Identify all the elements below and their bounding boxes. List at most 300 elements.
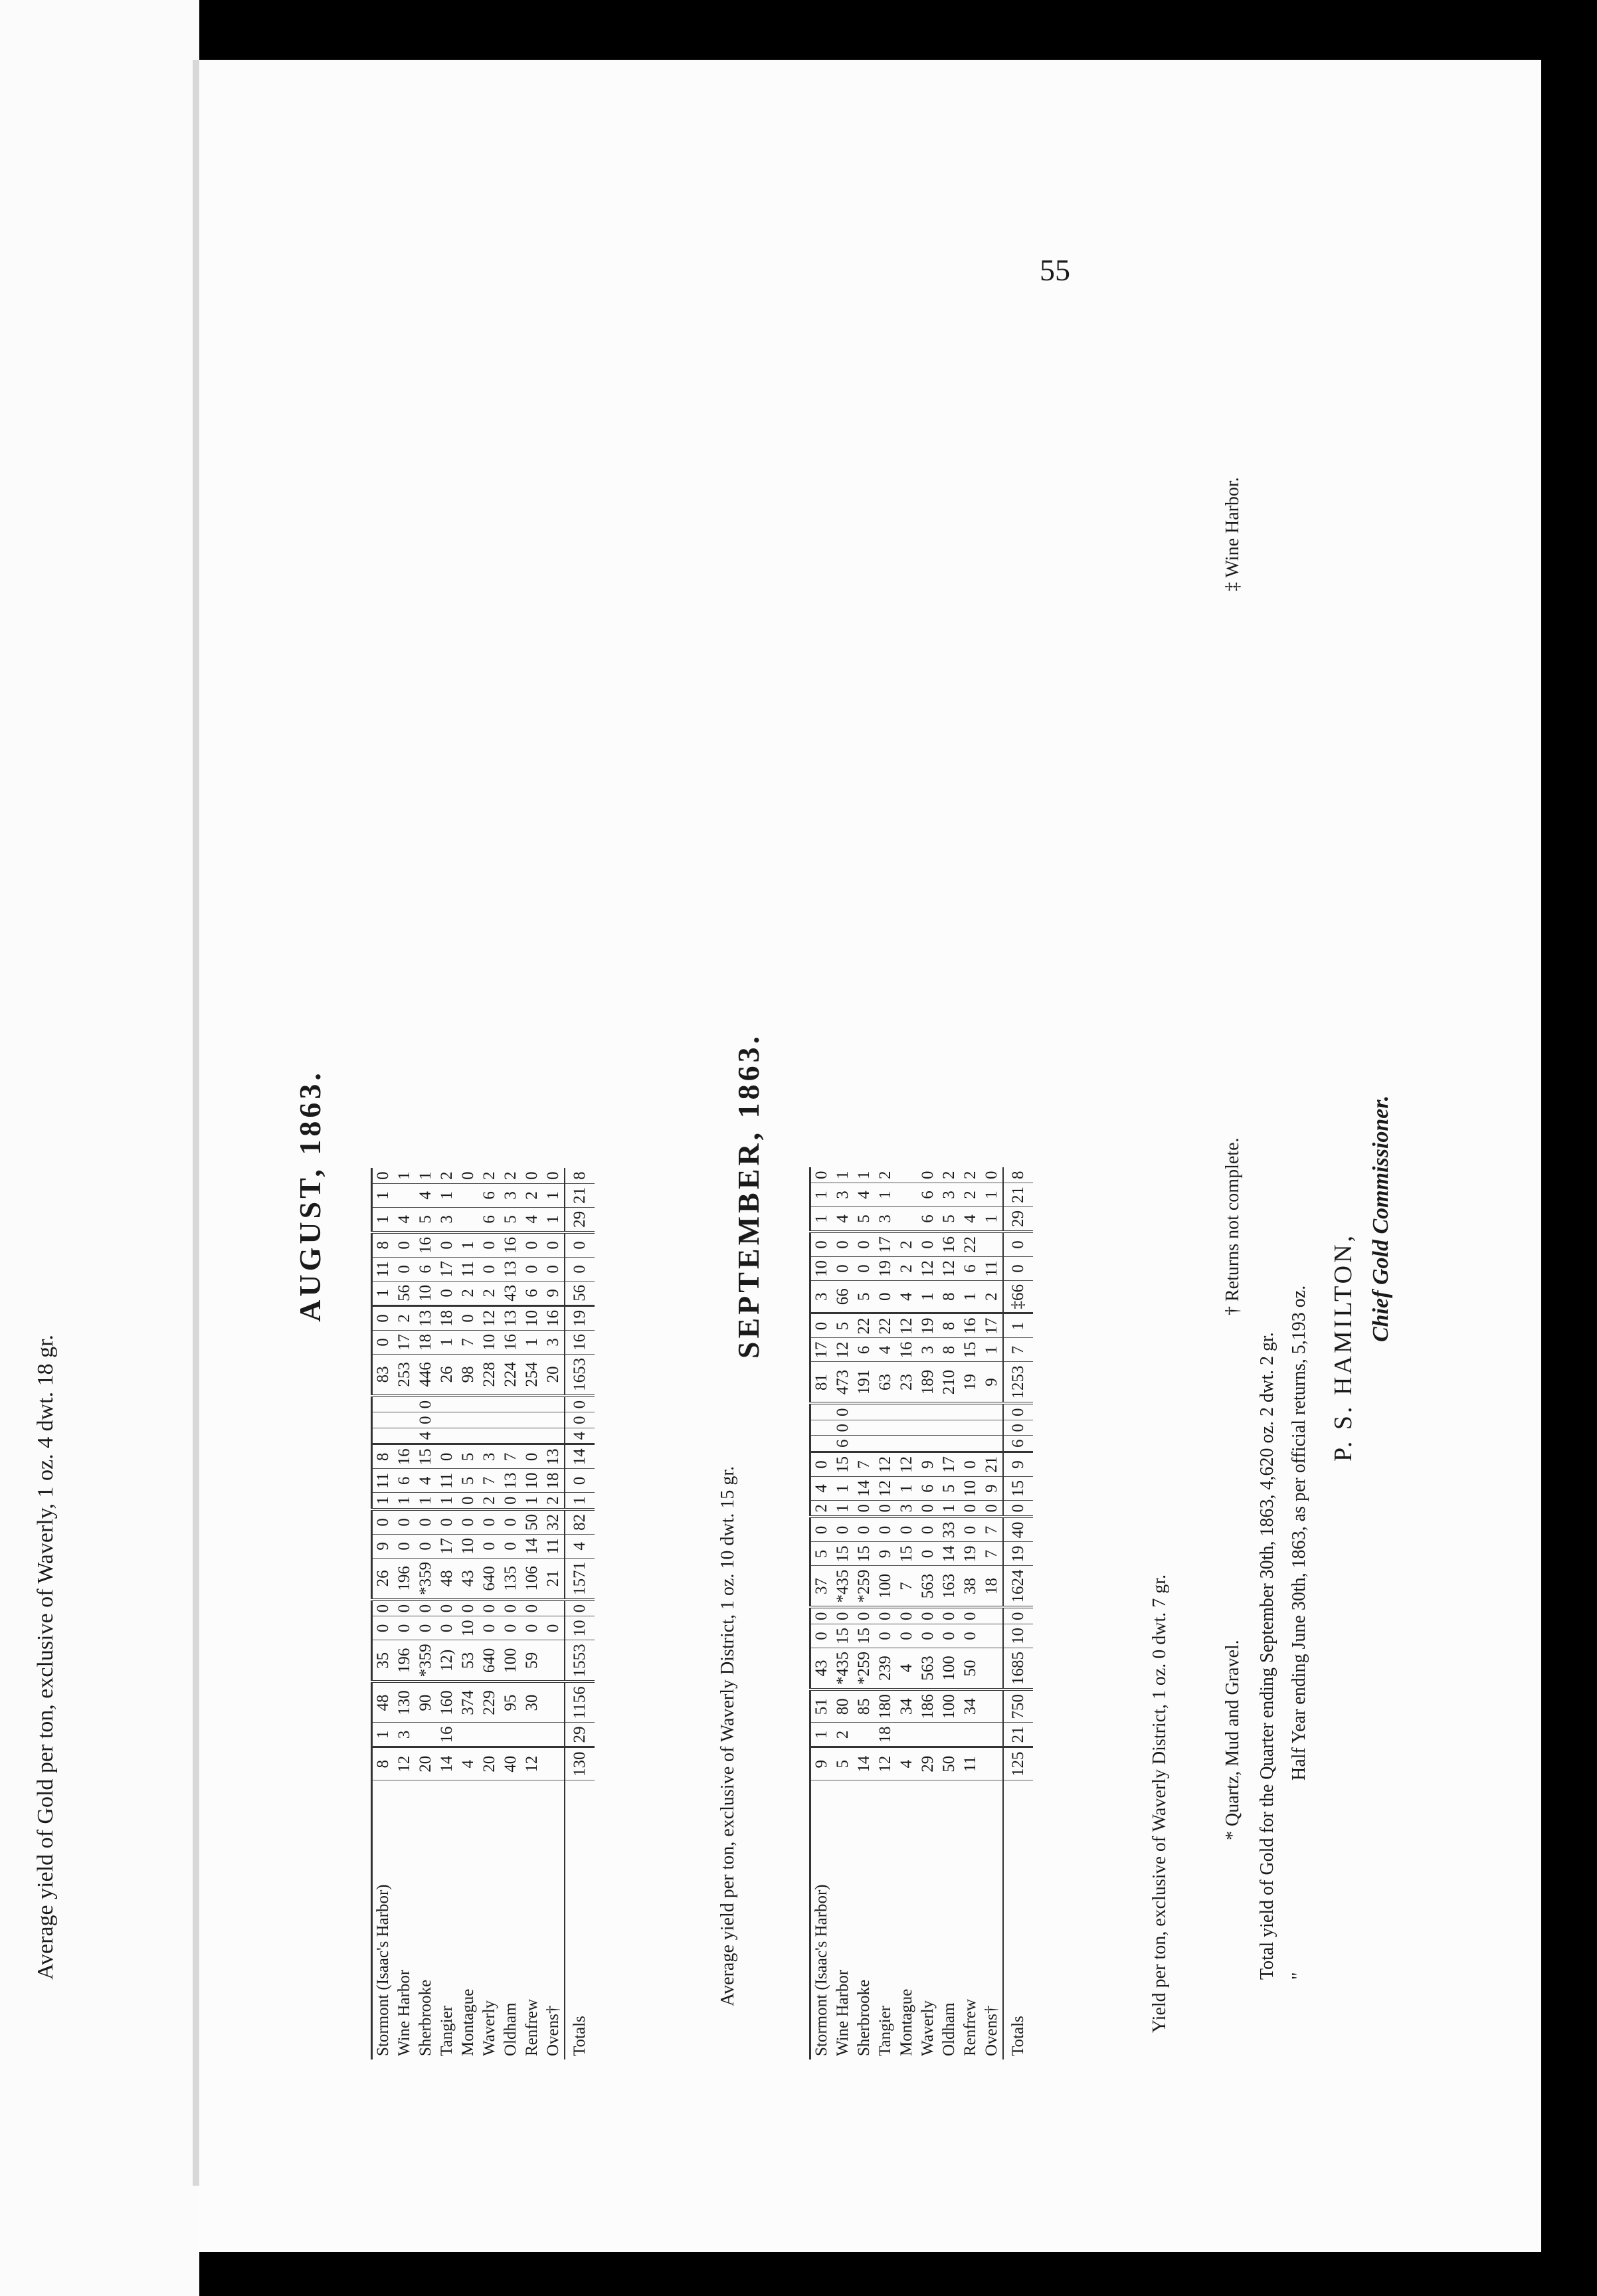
table-cell [875, 1404, 896, 1420]
table-cell: 8 [939, 1338, 960, 1362]
table-cell: 19 [960, 1542, 981, 1566]
table-cell: 0 [521, 1168, 543, 1183]
signature-name: P. S. HAMILTON, [1329, 1232, 1357, 1462]
table-cell [896, 1207, 917, 1232]
table-cell: 5 [458, 1444, 479, 1469]
table-cell: 1 [854, 1168, 875, 1183]
document-page [199, 60, 1541, 2252]
table-cell: 15 [832, 1452, 854, 1477]
table-cell: 0 [415, 1600, 436, 1616]
table-cell: 0 [372, 1330, 395, 1354]
table-cell: 254 [521, 1354, 543, 1396]
august-average-note: Average yield per ton, exclusive of Waverly District, 1 oz. 10 dwt. 15 gr. [717, 1466, 738, 2006]
table-cell: 56 [394, 1281, 415, 1305]
table-cell: 210 [939, 1362, 960, 1404]
table-cell: 15 [1003, 1477, 1033, 1501]
table-cell: 15 [854, 1542, 875, 1566]
table-cell: 15 [854, 1624, 875, 1648]
table-cell [917, 1404, 939, 1420]
table-cell: 100 [875, 1566, 896, 1608]
table-cell: 1 [543, 1207, 565, 1232]
table-cell: 17 [394, 1330, 415, 1354]
table-cell: 100 [939, 1689, 960, 1723]
table-cell: 0 [436, 1444, 458, 1469]
table-cell: 4 [394, 1207, 415, 1232]
table-cell: 2 [436, 1168, 458, 1183]
table-cell: 56 [565, 1281, 595, 1305]
table-cell: 2 [960, 1168, 981, 1183]
district-name: Oldham [502, 2002, 519, 2056]
table-cell [896, 1436, 917, 1452]
table-cell [436, 1412, 458, 1428]
table-cell: 12 [939, 1257, 960, 1281]
table-cell: 8 [372, 1747, 395, 1780]
table-cell: 106 [521, 1558, 543, 1600]
footnote-ddagger: ‡ Wine Harbor. [1222, 477, 1243, 591]
table-cell: 0 [521, 1444, 543, 1469]
table-cell: 15 [415, 1444, 436, 1469]
table-cell: 5 [854, 1281, 875, 1314]
table-cell: 1 [810, 1207, 833, 1232]
table-cell: 12 [875, 1477, 896, 1501]
table-cell: 0 [917, 1232, 939, 1257]
table-cell: *435 [832, 1648, 854, 1690]
table-cell: 125 [1003, 1747, 1033, 1780]
table-cell: 6 [394, 1469, 415, 1493]
table-cell: 1 [832, 1477, 854, 1501]
table-cell: 7 [981, 1517, 1003, 1543]
table-cell [854, 1723, 875, 1747]
table-cell: 8 [939, 1281, 960, 1314]
table-cell: 0 [521, 1232, 543, 1258]
table-cell: 0 [960, 1517, 981, 1543]
table-cell: 3 [479, 1444, 500, 1469]
table-cell: 0 [500, 1534, 521, 1558]
table-cell [458, 1207, 479, 1232]
table-cell: 48 [436, 1558, 458, 1600]
table-cell: 0 [810, 1232, 833, 1257]
table-cell [875, 1436, 896, 1452]
table-cell: 2 [896, 1257, 917, 1281]
table-cell: 80 [832, 1689, 854, 1723]
table-cell: 0 [832, 1517, 854, 1543]
table-cell: *359 [415, 1640, 436, 1682]
table-cell: 0 [1003, 1257, 1033, 1281]
table-cell: 11 [436, 1469, 458, 1493]
table-cell: 224 [500, 1354, 521, 1396]
table-cell: 22 [960, 1232, 981, 1257]
table-cell: 6 [479, 1207, 500, 1232]
table-cell: 50 [521, 1509, 543, 1535]
table-cell: 0 [394, 1616, 415, 1640]
table-cell [521, 1396, 543, 1412]
table-cell: 2 [875, 1168, 896, 1183]
table-cell: 0 [372, 1616, 395, 1640]
table-cell: 48 [372, 1681, 395, 1723]
book-spine [193, 60, 199, 2186]
table-cell: 50 [960, 1648, 981, 1690]
table-cell: 0 [854, 1608, 875, 1624]
table-cell: ‡66 [1003, 1281, 1033, 1314]
table-cell: 3 [939, 1183, 960, 1207]
table-cell: 0 [458, 1509, 479, 1535]
table-cell [960, 1404, 981, 1420]
table-cell: 19 [875, 1257, 896, 1281]
table-row [394, 1168, 415, 2059]
table-cell: 2 [896, 1232, 917, 1257]
table-cell: 180 [875, 1689, 896, 1723]
september-title: SEPTEMBER, 1863. [731, 1032, 765, 1359]
table-cell: 4 [458, 1747, 479, 1780]
table-cell [981, 1608, 1003, 1624]
table-cell: 0 [372, 1168, 395, 1183]
table-cell: 3 [500, 1183, 521, 1207]
table-cell: 1 [810, 1183, 833, 1207]
table-cell: 0 [565, 1396, 595, 1412]
table-cell [543, 1681, 565, 1723]
table-cell: 22 [875, 1313, 896, 1338]
left-page-text: Average yield of Gold per ton, exclusive of Waverly, 1 oz. 4 dwt. 18 gr. [33, 1334, 58, 1980]
table-cell: 20 [543, 1354, 565, 1396]
district-name: Montague [459, 1988, 477, 2056]
table-cell [543, 1640, 565, 1682]
table-cell [394, 1428, 415, 1444]
table-cell: 81 [810, 1362, 833, 1404]
table-cell [394, 1183, 415, 1207]
table-cell: 1 [960, 1281, 981, 1314]
table-row [832, 1168, 854, 2060]
table-cell: 53 [458, 1640, 479, 1682]
table-cell: 0 [372, 1600, 395, 1616]
table-cell: 6 [479, 1183, 500, 1207]
table-cell: 1 [372, 1493, 395, 1509]
table-cell: 51 [810, 1689, 833, 1723]
table-cell: 9 [981, 1362, 1003, 1404]
table-cell [372, 1396, 395, 1412]
table-cell: *359 [415, 1558, 436, 1600]
table-cell: 6 [854, 1338, 875, 1362]
table-cell: 0 [854, 1517, 875, 1543]
table-cell: 7 [1003, 1338, 1033, 1362]
table-cell: 6 [960, 1257, 981, 1281]
table-cell: 0 [394, 1257, 415, 1281]
totals-row [565, 1168, 595, 2059]
table-cell: 100 [500, 1640, 521, 1682]
table-cell: 20 [479, 1747, 500, 1780]
table-cell: 4 [896, 1747, 917, 1780]
table-cell [810, 1404, 833, 1420]
table-cell: 1 [981, 1183, 1003, 1207]
table-cell [981, 1689, 1003, 1723]
table-cell: 0 [810, 1168, 833, 1183]
table-cell: 0 [521, 1600, 543, 1616]
table-cell: 11 [458, 1257, 479, 1281]
table-cell: 0 [436, 1232, 458, 1258]
district-name: Ovens† [983, 2005, 1000, 2056]
table-cell: 160 [436, 1681, 458, 1723]
table-cell: 2 [458, 1281, 479, 1305]
table-cell: 26 [372, 1558, 395, 1600]
table-cell [896, 1183, 917, 1207]
table-cell: 14 [565, 1444, 595, 1469]
table-cell [394, 1412, 415, 1428]
table-cell [543, 1747, 565, 1780]
district-name: Sherbrooke [417, 1979, 434, 2056]
table-cell: 19 [917, 1313, 939, 1338]
district-name: Renfrew [961, 1998, 979, 2056]
table-cell: 10 [960, 1477, 981, 1501]
table-cell: 4 [521, 1207, 543, 1232]
table-cell [543, 1600, 565, 1616]
table-cell: 1 [543, 1183, 565, 1207]
table-cell: 38 [960, 1566, 981, 1608]
table-cell: 11 [960, 1747, 981, 1780]
footnote-star: * Quartz, Mud and Gravel. [1222, 1640, 1243, 1840]
table-cell: 0 [939, 1608, 960, 1624]
table-cell: 0 [436, 1600, 458, 1616]
table-cell: 6 [415, 1257, 436, 1281]
table-cell: 9 [981, 1477, 1003, 1501]
table-cell: 90 [415, 1681, 436, 1723]
footnote-dagger: † Returns not complete. [1222, 1137, 1243, 1315]
table-cell: 15 [832, 1624, 854, 1648]
table-cell: 1 [458, 1232, 479, 1258]
table-cell: 0 [479, 1257, 500, 1281]
table-cell: 253 [394, 1354, 415, 1396]
table-cell: 34 [960, 1689, 981, 1723]
table-cell: 2 [543, 1493, 565, 1509]
table-cell: 43 [500, 1281, 521, 1305]
table-cell: 1 [832, 1168, 854, 1183]
table-cell: 196 [394, 1640, 415, 1682]
table-cell: 19 [1003, 1542, 1033, 1566]
table-cell: 6 [1003, 1436, 1033, 1452]
table-cell [939, 1723, 960, 1747]
table-cell: 7 [896, 1566, 917, 1608]
signature-title: Chief Gold Commissioner. [1368, 1095, 1393, 1342]
table-cell: 0 [415, 1616, 436, 1640]
table-cell [896, 1420, 917, 1436]
table-cell: 3 [875, 1207, 896, 1232]
table-cell: 0 [810, 1517, 833, 1543]
table-cell: 5 [500, 1207, 521, 1232]
table-cell: 0 [543, 1616, 565, 1640]
table-cell: 34 [896, 1689, 917, 1723]
totals-label: Totals [565, 1780, 595, 2060]
table-cell: 12 [521, 1747, 543, 1780]
table-cell: 7 [981, 1542, 1003, 1566]
table-cell: 0 [1003, 1420, 1033, 1436]
table-row [500, 1168, 521, 2059]
table-cell: 0 [521, 1257, 543, 1281]
table-cell: 5 [832, 1747, 854, 1780]
table-cell: 0 [394, 1600, 415, 1616]
table-cell: 14 [854, 1747, 875, 1780]
table-cell: 23 [896, 1362, 917, 1404]
table-cell: 66 [832, 1281, 854, 1314]
table-cell: 16 [565, 1330, 595, 1354]
table-cell: 9 [372, 1534, 395, 1558]
table-cell: 135 [500, 1558, 521, 1600]
table-cell: 13 [500, 1305, 521, 1330]
table-cell: 10 [1003, 1624, 1033, 1648]
table-cell: 640 [479, 1558, 500, 1600]
table-cell: 0 [896, 1624, 917, 1648]
table-cell: 16 [500, 1330, 521, 1354]
table-cell: 1 [436, 1493, 458, 1509]
footnote-quarter: Total yield of Gold for the Quarter ending September 30th, 1863, 4,620 oz. 2 dwt. 2 gr. [1257, 1332, 1277, 1980]
table-row [896, 1168, 917, 2060]
table-cell [458, 1412, 479, 1428]
table-cell: 12 [832, 1338, 854, 1362]
table-cell: 0 [479, 1616, 500, 1640]
table-cell: 12 [394, 1747, 415, 1780]
table-cell [543, 1396, 565, 1412]
table-cell: 0 [565, 1600, 595, 1616]
table-cell: 0 [810, 1452, 833, 1477]
table-cell [896, 1404, 917, 1420]
table-cell: 0 [565, 1469, 595, 1493]
footnotes-section [1222, 332, 1515, 2059]
table-cell: 0 [960, 1452, 981, 1477]
table-cell [500, 1723, 521, 1747]
table-cell: 29 [565, 1207, 595, 1232]
table-cell: 0 [436, 1509, 458, 1535]
table-cell: 16 [415, 1232, 436, 1258]
table-cell: 14 [854, 1477, 875, 1501]
table-cell: 12 [479, 1305, 500, 1330]
table-cell: 22 [854, 1313, 875, 1338]
table-cell: 0 [854, 1501, 875, 1517]
table-cell: 374 [458, 1681, 479, 1723]
table-cell: 11 [372, 1257, 395, 1281]
table-cell: 13 [415, 1305, 436, 1330]
table-cell: 59 [521, 1640, 543, 1682]
table-cell: 5 [810, 1542, 833, 1566]
table-cell: 12 [875, 1452, 896, 1477]
table-cell: 130 [394, 1681, 415, 1723]
table-cell [543, 1412, 565, 1428]
table-cell: 0 [543, 1232, 565, 1258]
district-name: Tangier [876, 2006, 894, 2056]
table-cell: 563 [917, 1648, 939, 1690]
table-cell [896, 1168, 917, 1183]
table-cell [917, 1436, 939, 1452]
table-cell: 13 [543, 1444, 565, 1469]
table-cell: 0 [372, 1509, 395, 1535]
table-cell [436, 1428, 458, 1444]
table-cell: 16 [394, 1444, 415, 1469]
table-cell: 0 [1003, 1501, 1033, 1517]
table-row [479, 1168, 500, 2059]
table-cell: 83 [372, 1354, 395, 1396]
table-cell: 0 [917, 1501, 939, 1517]
page-number: 55 [1040, 253, 1070, 287]
table-cell: 4 [415, 1469, 436, 1493]
table-cell: 10 [415, 1281, 436, 1305]
table-cell: 0 [479, 1232, 500, 1258]
table-cell: 0 [565, 1412, 595, 1428]
table-cell [981, 1436, 1003, 1452]
table-cell: 4 [565, 1534, 595, 1558]
table-cell: 1 [415, 1493, 436, 1509]
table-cell: 10 [521, 1469, 543, 1493]
table-cell: 1685 [1003, 1648, 1033, 1690]
table-cell: 14 [521, 1534, 543, 1558]
table-cell: 0 [854, 1257, 875, 1281]
table-cell: 473 [832, 1362, 854, 1404]
table-cell: 0 [875, 1517, 896, 1543]
table-cell: 191 [854, 1362, 875, 1404]
table-cell: 189 [917, 1362, 939, 1404]
table-cell: 10 [479, 1330, 500, 1354]
table-cell: 21 [1003, 1723, 1033, 1747]
table-cell: 2 [960, 1183, 981, 1207]
table-cell: *259 [854, 1566, 875, 1608]
table-cell: 13 [500, 1257, 521, 1281]
table-cell: 43 [810, 1648, 833, 1690]
table-row [939, 1168, 960, 2060]
table-cell [543, 1723, 565, 1747]
table-cell: 18 [981, 1566, 1003, 1608]
table-cell: 0 [521, 1616, 543, 1640]
table-row [810, 1168, 833, 2060]
table-cell: 0 [832, 1257, 854, 1281]
table-cell: 29 [917, 1747, 939, 1780]
table-cell: 9 [543, 1281, 565, 1305]
table-cell: 85 [854, 1689, 875, 1723]
table-cell: 2 [810, 1501, 833, 1517]
footnote-half-prefix: " [1289, 1972, 1309, 1980]
table-cell: 21 [543, 1558, 565, 1600]
table-cell [981, 1747, 1003, 1780]
table-cell: 26 [436, 1354, 458, 1396]
table-cell: 40 [1003, 1517, 1033, 1543]
table-cell: 446 [415, 1354, 436, 1396]
table-cell: 228 [479, 1354, 500, 1396]
table-cell: 0 [875, 1608, 896, 1624]
table-cell: 5 [939, 1207, 960, 1232]
table-cell [543, 1428, 565, 1444]
table-cell: 1624 [1003, 1566, 1033, 1608]
september-yield-note: Yield per ton, exclusive of Waverly District, 1 oz. 0 dwt. 7 gr. [1149, 1574, 1170, 2033]
district-name: Tangier [438, 2006, 456, 2056]
table-cell: 0 [896, 1608, 917, 1624]
table-cell [479, 1412, 500, 1428]
table-cell: 21 [981, 1452, 1003, 1477]
table-cell: 1253 [1003, 1362, 1033, 1404]
table-cell: 2 [394, 1305, 415, 1330]
table-cell: 1 [875, 1183, 896, 1207]
table-cell [981, 1648, 1003, 1690]
table-cell [981, 1624, 1003, 1648]
table-cell: 4 [896, 1648, 917, 1690]
table-cell: 0 [500, 1493, 521, 1509]
table-cell: 18 [875, 1723, 896, 1747]
table-cell [415, 1723, 436, 1747]
table-cell: 0 [415, 1509, 436, 1535]
table-cell: 11 [543, 1534, 565, 1558]
table-row [960, 1168, 981, 2060]
table-cell: 10 [565, 1616, 595, 1640]
table-cell: 0 [415, 1534, 436, 1558]
table-cell: 0 [500, 1509, 521, 1535]
table-cell: 1 [436, 1330, 458, 1354]
september-section [731, 332, 1236, 2059]
table-cell: 0 [981, 1501, 1003, 1517]
table-cell [436, 1396, 458, 1412]
table-cell [960, 1420, 981, 1436]
